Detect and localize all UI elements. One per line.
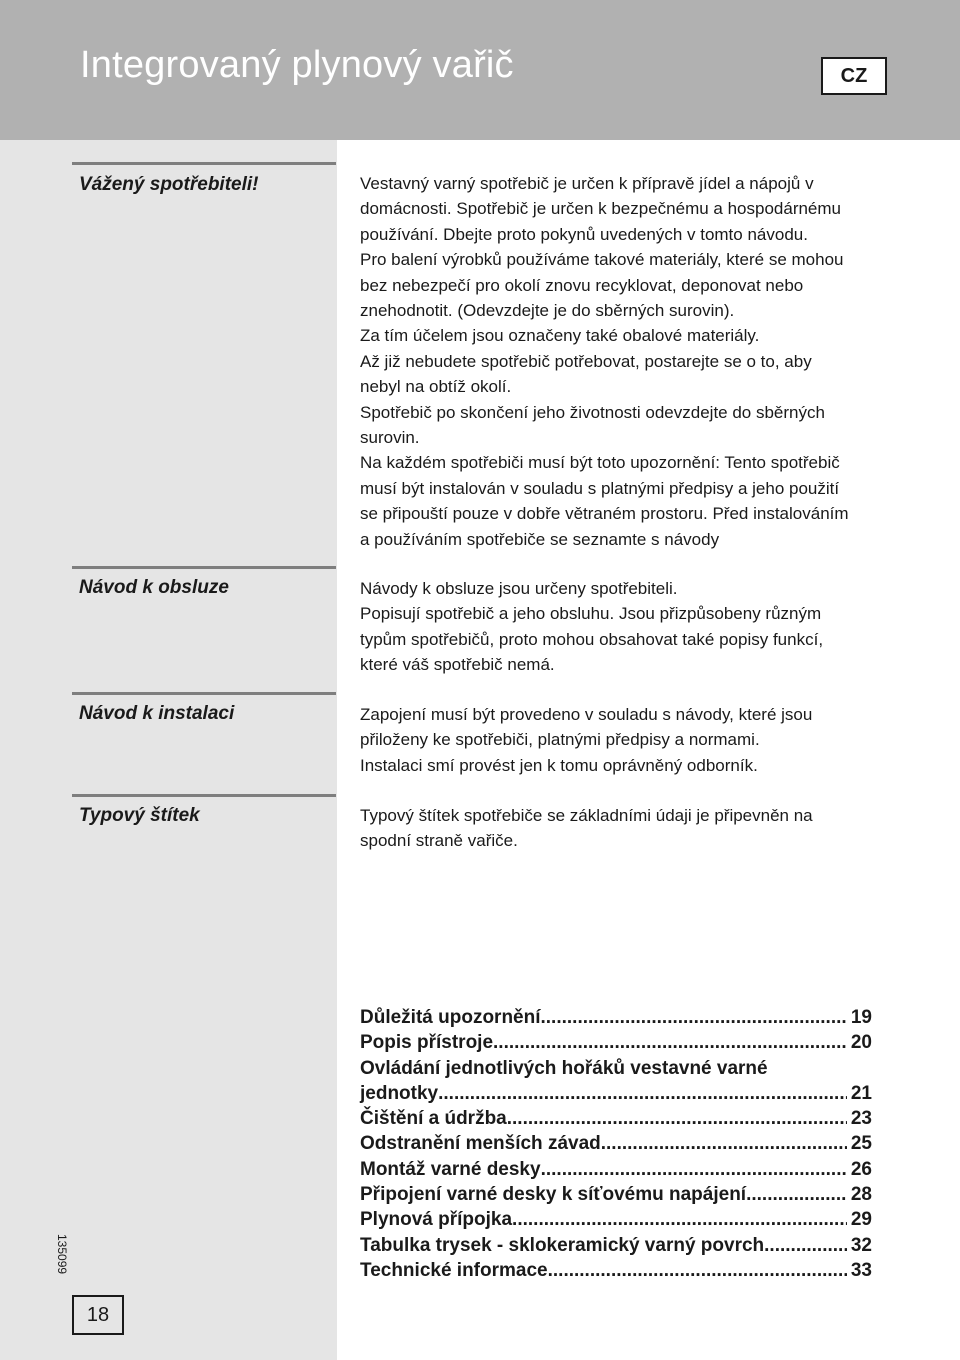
text-line: Až již nebudete spotřebič potřebovat, postarejte se o to, aby [360, 351, 812, 371]
text-line: které váš spotřebič nemá. [360, 655, 555, 675]
toc-label: Technické informace [360, 1259, 548, 1281]
text-line: surovin. [360, 428, 420, 448]
page-header [0, 0, 960, 140]
toc-label: Plynová přípojka [360, 1209, 513, 1231]
text-line: musí být instalován v souladu s platnými předpisy a jeho použití [360, 478, 840, 498]
toc-label: Připojení varné desky k síťovému napájení [360, 1184, 747, 1206]
toc-leader-dots [746, 1182, 847, 1207]
text-line: Spotřebič po skončení jeho životnosti odevzdejte do sběrných [360, 402, 825, 422]
toc-label: Ovládání jednotlivých hořáků vestavné varné [360, 1057, 768, 1079]
section-body-consumer [360, 171, 920, 552]
text-line: Vestavný varný spotřebič je určen k přípravě jídel a nápojů v [360, 174, 814, 193]
text-line: a používáním spotřebiče se seznamte s návody [360, 529, 720, 549]
toc-label: jednotky [360, 1082, 439, 1104]
text-line: typům spotřebičů, proto mohou obsahovat také popisy funkcí, [360, 629, 824, 649]
toc-label: Čištění a údržba [360, 1108, 507, 1130]
toc-page-number: 28 [850, 1184, 872, 1206]
page-number-box: 18 [72, 1295, 124, 1335]
toc-entry[interactable] [360, 1005, 872, 1030]
section-title-rating-plate: Typový štítek [79, 805, 200, 826]
section-title-consumer: Vážený spotřebiteli! [79, 174, 259, 195]
section-body-operation [360, 576, 920, 678]
toc-leader-dots [493, 1030, 847, 1055]
section-body-installation [360, 702, 920, 778]
language-badge: CZ [821, 57, 887, 95]
toc-page-number: 20 [850, 1032, 872, 1054]
toc-leader-dots [601, 1131, 847, 1156]
page-title: Integrovaný plynový vařič [80, 44, 514, 86]
toc-leader-dots [541, 1005, 847, 1030]
toc-entry[interactable] [360, 1207, 872, 1232]
toc-page-number: 21 [850, 1082, 872, 1104]
text-line: znehodnotit. (Odevzdejte je do sběrných surovin). [360, 301, 735, 321]
toc-leader-dots [512, 1207, 847, 1232]
text-line: spodní straně vařiče. [360, 831, 518, 851]
text-line: používání. Dbejte proto pokynů uvedených v tomto návodu. [360, 224, 808, 244]
text-line: Typový štítek spotřebiče se základními údaji je připevněn na [360, 806, 813, 825]
text-line: se připouští pouze v dobře větraném prostoru. Před instalováním [360, 504, 849, 524]
text-line: Instalaci smí provést jen k tomu oprávněný odborník. [360, 755, 758, 775]
toc-label: Popis přístroje [360, 1032, 494, 1054]
toc-label: Odstranění menších závad [360, 1133, 601, 1155]
text-line: Za tím účelem jsou označeny také obalové materiály. [360, 326, 760, 346]
left-margin-column [0, 140, 337, 1360]
text-line: Návody k obsluze jsou určeny spotřebiteli. [360, 579, 678, 598]
section-divider [72, 794, 336, 797]
toc-leader-dots [541, 1157, 847, 1182]
section-divider [72, 162, 336, 165]
section-divider [72, 692, 336, 695]
toc-entry[interactable] [360, 1233, 872, 1258]
toc-entry[interactable] [360, 1106, 872, 1131]
text-line: nebyl na obtíž okolí. [360, 377, 512, 397]
toc-leader-dots [507, 1106, 847, 1131]
toc-label: Montáž varné desky [360, 1158, 541, 1180]
toc-page-number: 29 [850, 1209, 872, 1231]
table-of-contents [360, 1005, 872, 1283]
text-line: domácnosti. Spotřebič je určen k bezpečnému a hospodárnému [360, 199, 842, 219]
toc-entry[interactable] [360, 1131, 872, 1156]
toc-page-number: 32 [850, 1234, 872, 1256]
text-line: Popisují spotřebič a jeho obsluhu. Jsou přizpůsobeny různým [360, 604, 822, 624]
toc-leader-dots [548, 1258, 847, 1283]
toc-label: Tabulka trysek - sklokeramický varný povrch [360, 1234, 765, 1256]
toc-page-number: 23 [850, 1108, 872, 1130]
toc-entry[interactable] [360, 1030, 872, 1055]
text-line: Pro balení výrobků používáme takové materiály, které se mohou [360, 250, 844, 270]
toc-leader-dots [764, 1233, 847, 1258]
section-title-operation: Návod k obsluze [79, 577, 229, 598]
text-line: Na každém spotřebiči musí být toto upozornění: Tento spotřebič [360, 453, 840, 473]
toc-entry[interactable] [360, 1081, 872, 1106]
text-line: bez nebezpečí pro okolí znovu recyklovat, deponovat nebo [360, 275, 804, 295]
section-body-rating-plate [360, 803, 920, 854]
toc-page-number: 26 [850, 1158, 872, 1180]
toc-page-number: 25 [850, 1133, 872, 1155]
toc-page-number: 19 [850, 1007, 872, 1028]
toc-entry[interactable] [360, 1258, 872, 1283]
toc-page-number: 33 [850, 1259, 872, 1281]
text-line: Zapojení musí být provedeno v souladu s návody, které jsou [360, 705, 813, 724]
toc-entry-first-line[interactable] [360, 1056, 872, 1081]
toc-label: Důležitá upozornění [360, 1007, 541, 1028]
text-line: přiloženy ke spotřebiči, platnými předpisy a normami. [360, 730, 760, 750]
section-divider [72, 566, 336, 569]
toc-leader-dots [438, 1081, 847, 1106]
toc-entry[interactable] [360, 1182, 872, 1207]
section-title-installation: Návod k instalaci [79, 703, 235, 724]
toc-entry[interactable] [360, 1157, 872, 1182]
document-code: 135099 [55, 1234, 69, 1275]
